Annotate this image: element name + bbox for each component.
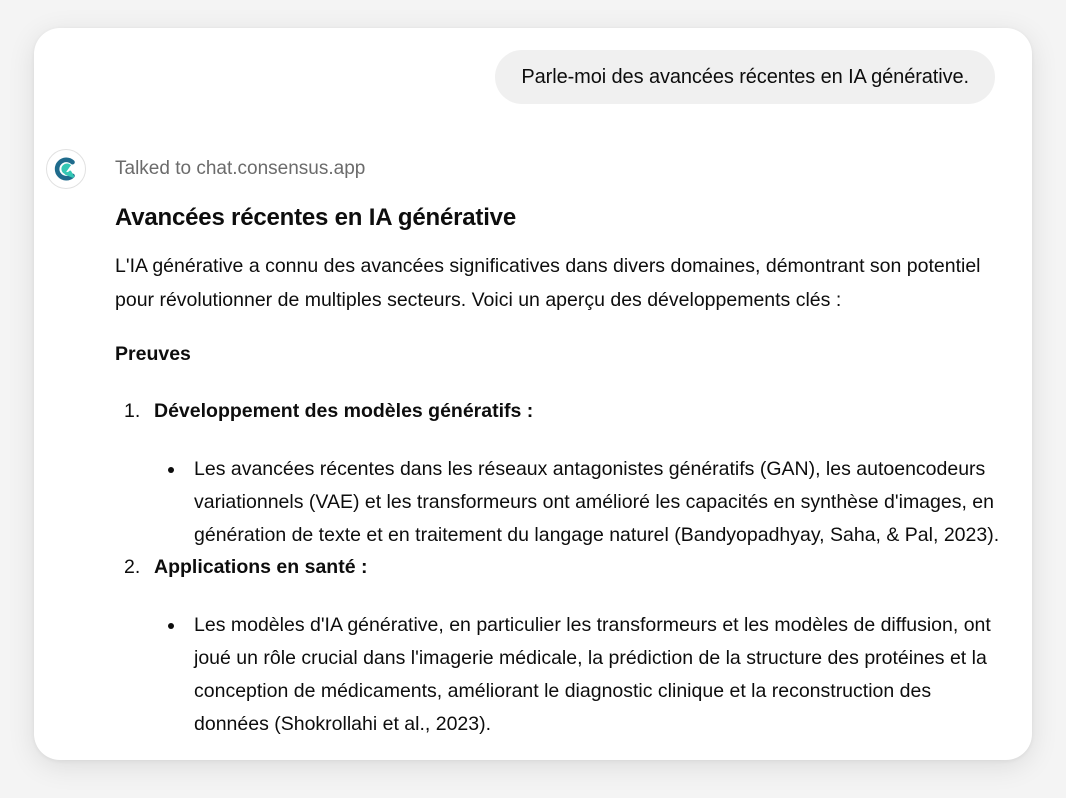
bullet-dot: [168, 623, 174, 629]
consensus-logo-icon: [51, 154, 81, 184]
assistant-message: [115, 154, 1010, 741]
bullet-item: [115, 609, 1010, 741]
intro-paragraph: L'IA générative a connu des avancées significatives dans divers domaines, démontrant son potentiel pour révolutionner de multiples secteurs. Voici un aperçu des développements clés :: [115, 255, 981, 311]
tool-status: Talked to chat.consensus.app: [115, 158, 366, 179]
section-heading: Preuves: [115, 343, 191, 365]
list-item-title: Applications en santé :: [154, 556, 368, 578]
bullet-text: Les modèles d'IA générative, en particulier les transformeurs et les modèles de diffusion, ont joué un rôle crucial dans l'imagerie médicale, la prédiction de la structure des protéines et la conception de médicaments, améliorant le diagnostic clinique et la reconstruction des données (Shokrollahi et al., 2023).: [194, 614, 991, 735]
ordered-list-item: [115, 396, 1010, 426]
chat-panel: [34, 28, 1032, 760]
response-title: Avancées récentes en IA générative: [115, 204, 516, 231]
ordered-list-item: [115, 552, 1010, 582]
bullet-dot: [168, 467, 174, 473]
list-number: 2.: [124, 556, 141, 578]
user-message-text: Parle-moi des avancées récentes en IA générative.: [521, 65, 969, 88]
consensus-avatar: [46, 149, 86, 189]
bullet-item: [115, 453, 1010, 552]
list-number: 1.: [124, 400, 141, 422]
bullet-text: Les avancées récentes dans les réseaux antagonistes génératifs (GAN), les autoencodeurs variationnels (VAE) et les transformeurs ont amélioré les capacités en synthèse d'images, en génération de texte et en traitement du langage naturel (Bandyopadhyay, Saha, & Pal, 2023).: [194, 458, 1000, 546]
user-message-bubble: [495, 50, 995, 104]
list-item-title: Développement des modèles génératifs :: [154, 400, 534, 422]
